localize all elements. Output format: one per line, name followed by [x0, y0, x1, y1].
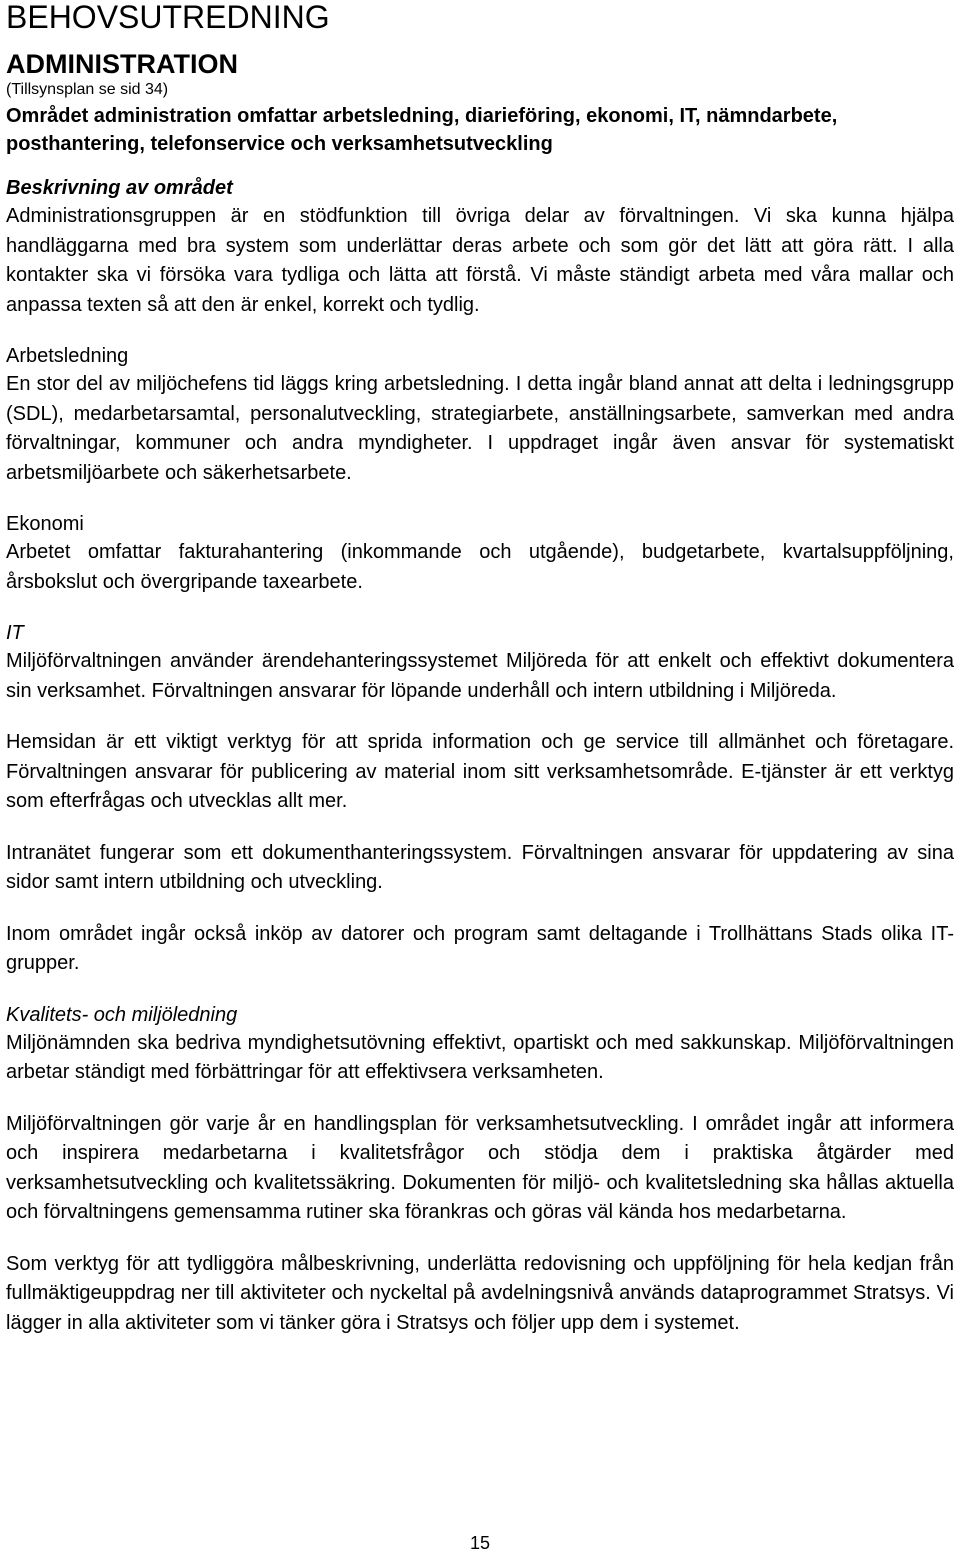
paragraph-beskrivning: Administrationsgruppen är en stödfunktion till övriga delar av förvaltningen. Vi ska kunna hjälpa handläggarna med bra system som underlättar deras arbete och som gör det lätt att göra rätt. I alla kontakter ska vi försöka vara tydliga och lätta att förstå. Vi måste ständigt arbeta med våra mallar och anpassa texten så att den är enkel, korrekt och tydlig. [6, 205, 954, 316]
paragraph-it-4: Inom området ingår också inköp av datorer och program samt deltagande i Trollhättans Stads olika IT-grupper. [6, 922, 954, 974]
paragraph-it-2: Hemsidan är ett viktigt verktyg för att sprida information och ge service till allmänhet och företagare. Förvaltningen ansvarar för publicering av material inom sitt verksamhetsområde. E-tjänster är ett verktyg som efterfrågas och utvecklas allt mer. [6, 731, 954, 812]
paragraph-kvalitet-3: Som verktyg för att tydliggöra målbeskrivning, underlätta redovisning och uppföljning för hela kedjan från fullmäktigeuppdrag ner till aktiviteter och nyckeltal på avdelningsnivå används dataprogrammet Stratsys. Vi lägger in alla aktiviteter som vi tänker göra i Stratsys och följer upp dem i systemet. [6, 1252, 954, 1334]
heading-it: IT [6, 622, 24, 644]
paragraph-arbetsledning: En stor del av miljöchefens tid läggs kring arbetsledning. I detta ingår bland annat att delta i ledningsgrupp (SDL), medarbetarsamtal, personalutveckling, strategiarbete, anställningsarbete, samverkan med andra förvaltningar, kommuner och andra myndigheter. I uppdraget ingår även ansvar för systematiskt arbetsmiljöarbete och säkerhetsarbete. [6, 373, 954, 484]
paragraph-kvalitet-2: Miljöförvaltningen gör varje år en handlingsplan för verksamhetsutveckling. I området ingår att informera och inspirera medarbetarna i kvalitetsfrågor och stödja dem i praktiska åtgärder med verksamhetsutveckling och kvalitetssäkring. Dokumenten för miljö- och kvalitetsledning ska hållas aktuella och förvaltningens gemensamma rutiner ska förankras och göras väl kända hos medarbetarna. [6, 1112, 954, 1223]
heading-ekonomi: Ekonomi [6, 513, 84, 535]
section-title: ADMINISTRATION [6, 49, 238, 79]
heading-beskrivning: Beskrivning av området [6, 177, 233, 199]
heading-kvalitet: Kvalitets- och miljöledning [6, 1003, 238, 1026]
lead-paragraph: Området administration omfattar arbetsledning, diarieföring, ekonomi, IT, nämndarbete, posthantering, telefonservice och verksamhetsutveckling [6, 105, 838, 155]
reference-note: (Tillsynsplan se sid 34) [6, 81, 169, 98]
paragraph-ekonomi: Arbetet omfattar fakturahantering (inkommande och utgående), budgetarbete, kvartalsuppföljning, årsbokslut och övergripande taxearbete. [6, 541, 954, 593]
document-title: BEHOVSUTREDNING [6, 0, 330, 35]
paragraph-kvalitet-1: Miljönämnden ska bedriva myndighetsutövning effektivt, opartiskt och med sakkunskap. Miljöförvaltningen arbetar ständigt med förbättringar för att effektivsera verksamheten. [6, 1031, 954, 1083]
paragraph-it-3: Intranätet fungerar som ett dokumenthanteringssystem. Förvaltningen ansvarar för uppdatering av sina sidor samt intern utbildning och utveckling. [6, 841, 954, 893]
page-number: 15 [469, 1533, 491, 1553]
paragraph-it-1: Miljöförvaltningen använder ärendehanteringssystemet Miljöreda för att enkelt och effektivt dokumentera sin verksamhet. Förvaltningen ansvarar för löpande underhåll och intern utbildning i Miljöreda. [6, 650, 954, 702]
heading-arbetsledning: Arbetsledning [6, 345, 129, 367]
document-page [6, 0, 954, 1338]
